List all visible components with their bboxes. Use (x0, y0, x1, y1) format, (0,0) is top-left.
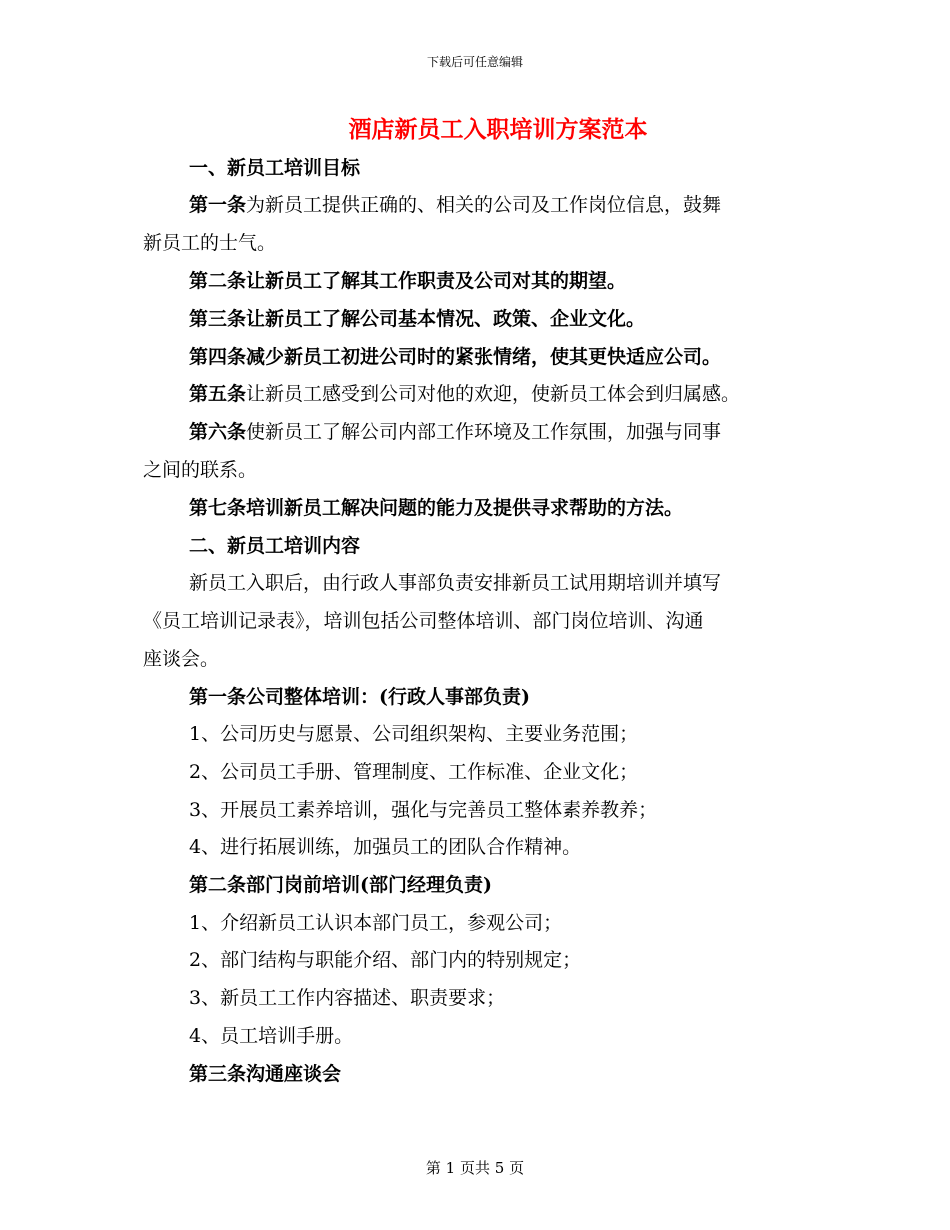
article-text: 使新员工了解公司内部工作环境及工作氛围，加强与同事 (246, 421, 722, 443)
subheading-communication-meeting: 第三条沟通座谈会 (189, 1063, 342, 1085)
list-item: 2、公司员工手册、管理制度、工作标准、企业文化； (189, 761, 639, 783)
article-label: 第一条 (189, 194, 247, 216)
article-label: 第五条 (189, 383, 247, 405)
paragraph-line: 《员工培训记录表》，培训包括公司整体培训、部门岗位培训、沟通 (143, 610, 704, 632)
header-note: 下载后可任意编辑 (426, 55, 523, 69)
article-text: 为新员工提供正确的、相关的公司及工作岗位信息，鼓舞 (246, 194, 722, 216)
paragraph-line: 新员工入职后，由行政人事部负责安排新员工试用期培训并填写 (189, 572, 722, 594)
paragraph-line: 座谈会。 (143, 648, 220, 670)
list-item: 1、公司历史与愿景、公司组织架构、主要业务范围； (189, 723, 639, 745)
article-label: 第六条 (189, 421, 247, 443)
paragraph-article-1 (189, 193, 721, 217)
paragraph-article-2: 第二条让新员工了解其工作职责及公司对其的期望。 (189, 270, 627, 292)
section-heading-content: 二、新员工培训内容 (189, 535, 361, 557)
list-item: 4、员工培训手册。 (189, 1025, 354, 1047)
paragraph-article-5 (189, 382, 740, 406)
paragraph-line: 新员工的士气。 (143, 232, 277, 254)
list-item: 1、介绍新员工认识本部门员工，参观公司； (189, 912, 563, 934)
subheading-department-training: 第二条部门岗前培训(部门经理负责) (189, 874, 492, 896)
paragraph-article-4: 第四条减少新员工初进公司时的紧张情绪，使其更快适应公司。 (189, 346, 722, 368)
list-item: 3、开展员工素养培训，强化与完善员工整体素养教养； (189, 799, 658, 821)
page-number: 第 1 页共 5 页 (425, 1159, 525, 1177)
paragraph-line: 之间的联系。 (143, 459, 258, 481)
list-item: 2、部门结构与职能介绍、部门内的特别规定； (189, 949, 582, 971)
paragraph-article-7: 第七条培训新员工解决问题的能力及提供寻求帮助的方法。 (189, 497, 684, 519)
list-item: 3、新员工工作内容描述、职责要求； (189, 987, 506, 1009)
article-text: 让新员工感受到公司对他的欢迎，使新员工体会到归属感。 (246, 383, 741, 405)
document-title: 酒店新员工入职培训方案范本 (348, 116, 648, 143)
subheading-company-training: 第一条公司整体培训：(行政人事部负责) (189, 686, 530, 708)
list-item: 4、进行拓展训练，加强员工的团队合作精神。 (189, 836, 582, 858)
section-heading-goals: 一、新员工培训目标 (189, 157, 361, 179)
paragraph-article-3: 第三条让新员工了解公司基本情况、政策、企业文化。 (189, 308, 646, 330)
paragraph-article-6 (189, 420, 721, 444)
